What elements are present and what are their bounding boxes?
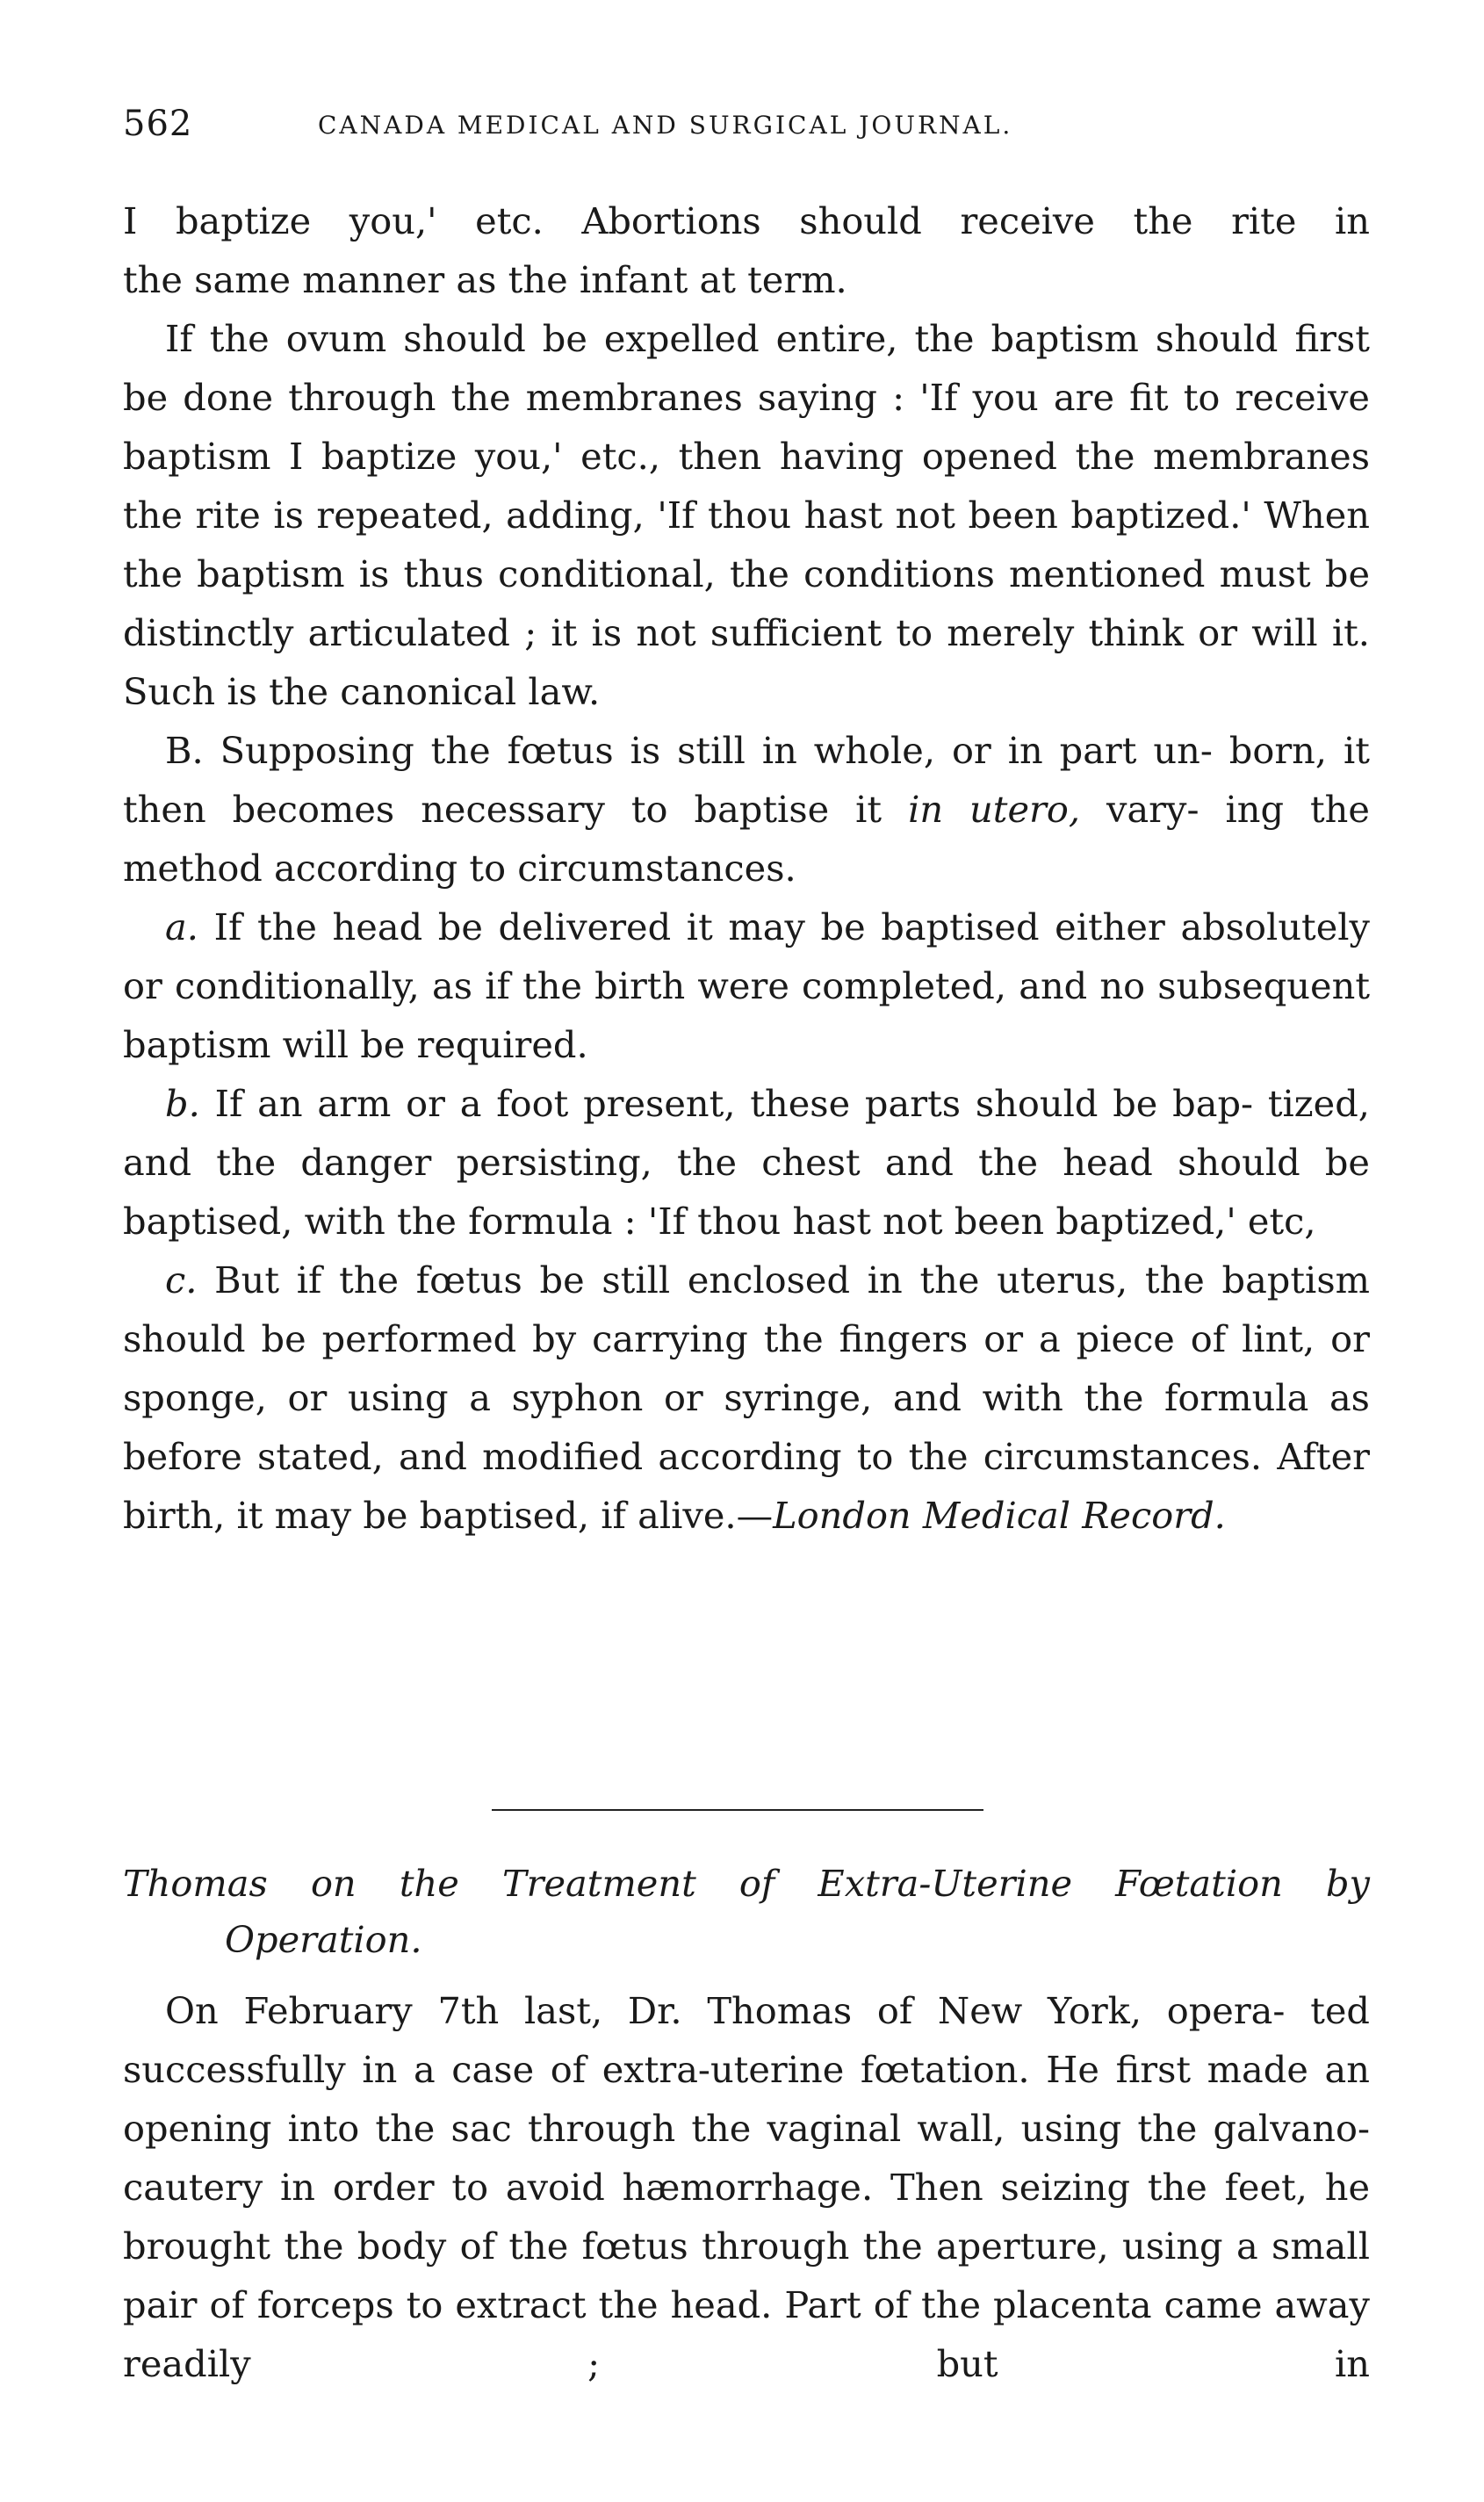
text-line: conditional, the conditions mentioned must be distinctly <box>123 552 1371 654</box>
text-line: with the formula as before stated, and modified according <box>123 1376 1370 1478</box>
item-label: b. <box>165 1082 200 1125</box>
text-line: baptism should be performed by carrying the fingers or a <box>123 1258 1370 1360</box>
text-line: vary- <box>1106 788 1199 831</box>
text-line: ing the method according to circumstances. <box>123 788 1370 890</box>
text-line: are fit to receive baptism I baptize you,' etc., then <box>123 376 1370 478</box>
text-line: On February 7th last, Dr. Thomas of New York, opera- <box>165 1989 1286 2032</box>
text-line: and no subsequent baptism will be required. <box>123 964 1370 1066</box>
text-line: the head. Part of the placenta came away readily ; but in <box>123 2283 1370 2385</box>
text-line: 'If thou hast not been baptized.' When the baptism is thus <box>123 494 1370 595</box>
source-citation: London Medical Record. <box>773 1494 1226 1537</box>
text-line: the same manner as the infant at term. <box>123 258 847 301</box>
journal-title: CANADA MEDICAL AND SURGICAL JOURNAL. <box>318 111 1013 140</box>
text-line: through the aperture, using a small pair of forceps to extract <box>123 2224 1370 2326</box>
paragraph-a <box>123 898 1370 1074</box>
article-title-line: Operation. <box>225 1918 422 1961</box>
latin-term: in utero, <box>908 788 1081 831</box>
article-title <box>123 1856 1370 1968</box>
text-line: baptized,' etc, <box>1055 1200 1316 1243</box>
article-body <box>123 1981 1370 2393</box>
text-line: B. Supposing the fœtus is still in whole, or in part un- <box>165 729 1213 772</box>
text-line: I baptize you,' etc. Abortions should receive the rite in <box>123 199 1370 242</box>
text-line: first made an opening into the sac through the vaginal wall, <box>123 2048 1370 2150</box>
text-line: If the ovum should be expelled entire, the baptism should <box>165 317 1279 360</box>
page-number: 562 <box>123 104 193 144</box>
section-divider <box>492 1809 983 1811</box>
paragraph-b <box>123 1074 1370 1251</box>
text-line: If the head be delivered it may be baptised either <box>213 905 1165 948</box>
text-line: first be done through the membranes saying : 'If you <box>123 317 1370 419</box>
paragraph-continuation <box>123 191 1370 309</box>
item-label: a. <box>165 905 198 948</box>
text-line: tized, and the danger persisting, the chest and the head <box>123 1082 1370 1184</box>
body-text <box>123 191 1370 1545</box>
text-line: should be baptised, with the formula : 'If thou hast not been <box>123 1141 1370 1243</box>
article-paragraph <box>123 1981 1370 2393</box>
text-line: Then seizing the feet, he brought the body of the fœtus <box>123 2166 1370 2268</box>
running-head <box>123 104 1370 156</box>
text-line: Such is the canonical law. <box>123 670 601 713</box>
text-line: to the circumstances. After birth, it may be baptised, if <box>123 1435 1370 1537</box>
text-line: articulated ; it is not sufficient to merely think or will it. <box>307 611 1370 654</box>
text-line: ted successfully in a case of extra-uterine fœtation. He <box>123 1989 1370 2091</box>
paragraph-ovum <box>123 309 1370 721</box>
text-line: absolutely or conditionally, as if the birth were completed, <box>123 905 1370 1007</box>
text-line: using the galvano-cautery in order to avoid hæmorrhage. <box>123 2107 1370 2209</box>
paragraph-b-section <box>123 721 1370 898</box>
paragraph-c <box>123 1251 1370 1545</box>
text-line: But if the fœtus be still enclosed in the uterus, the <box>214 1258 1205 1301</box>
text-line: born, it then becomes necessary to baptise it <box>123 729 1370 831</box>
text-line: alive.— <box>638 1494 774 1537</box>
text-line: If an arm or a foot present, these parts should be bap- <box>214 1082 1254 1125</box>
text-line: having opened the membranes the rite is repeated, adding, <box>123 435 1370 537</box>
article-title-line: Thomas on the Treatment of Extra-Uterine Fœtation by <box>123 1862 1370 1905</box>
item-label: c. <box>165 1258 198 1301</box>
text-line: piece of lint, or sponge, or using a syphon or syringe, and <box>123 1317 1370 1419</box>
